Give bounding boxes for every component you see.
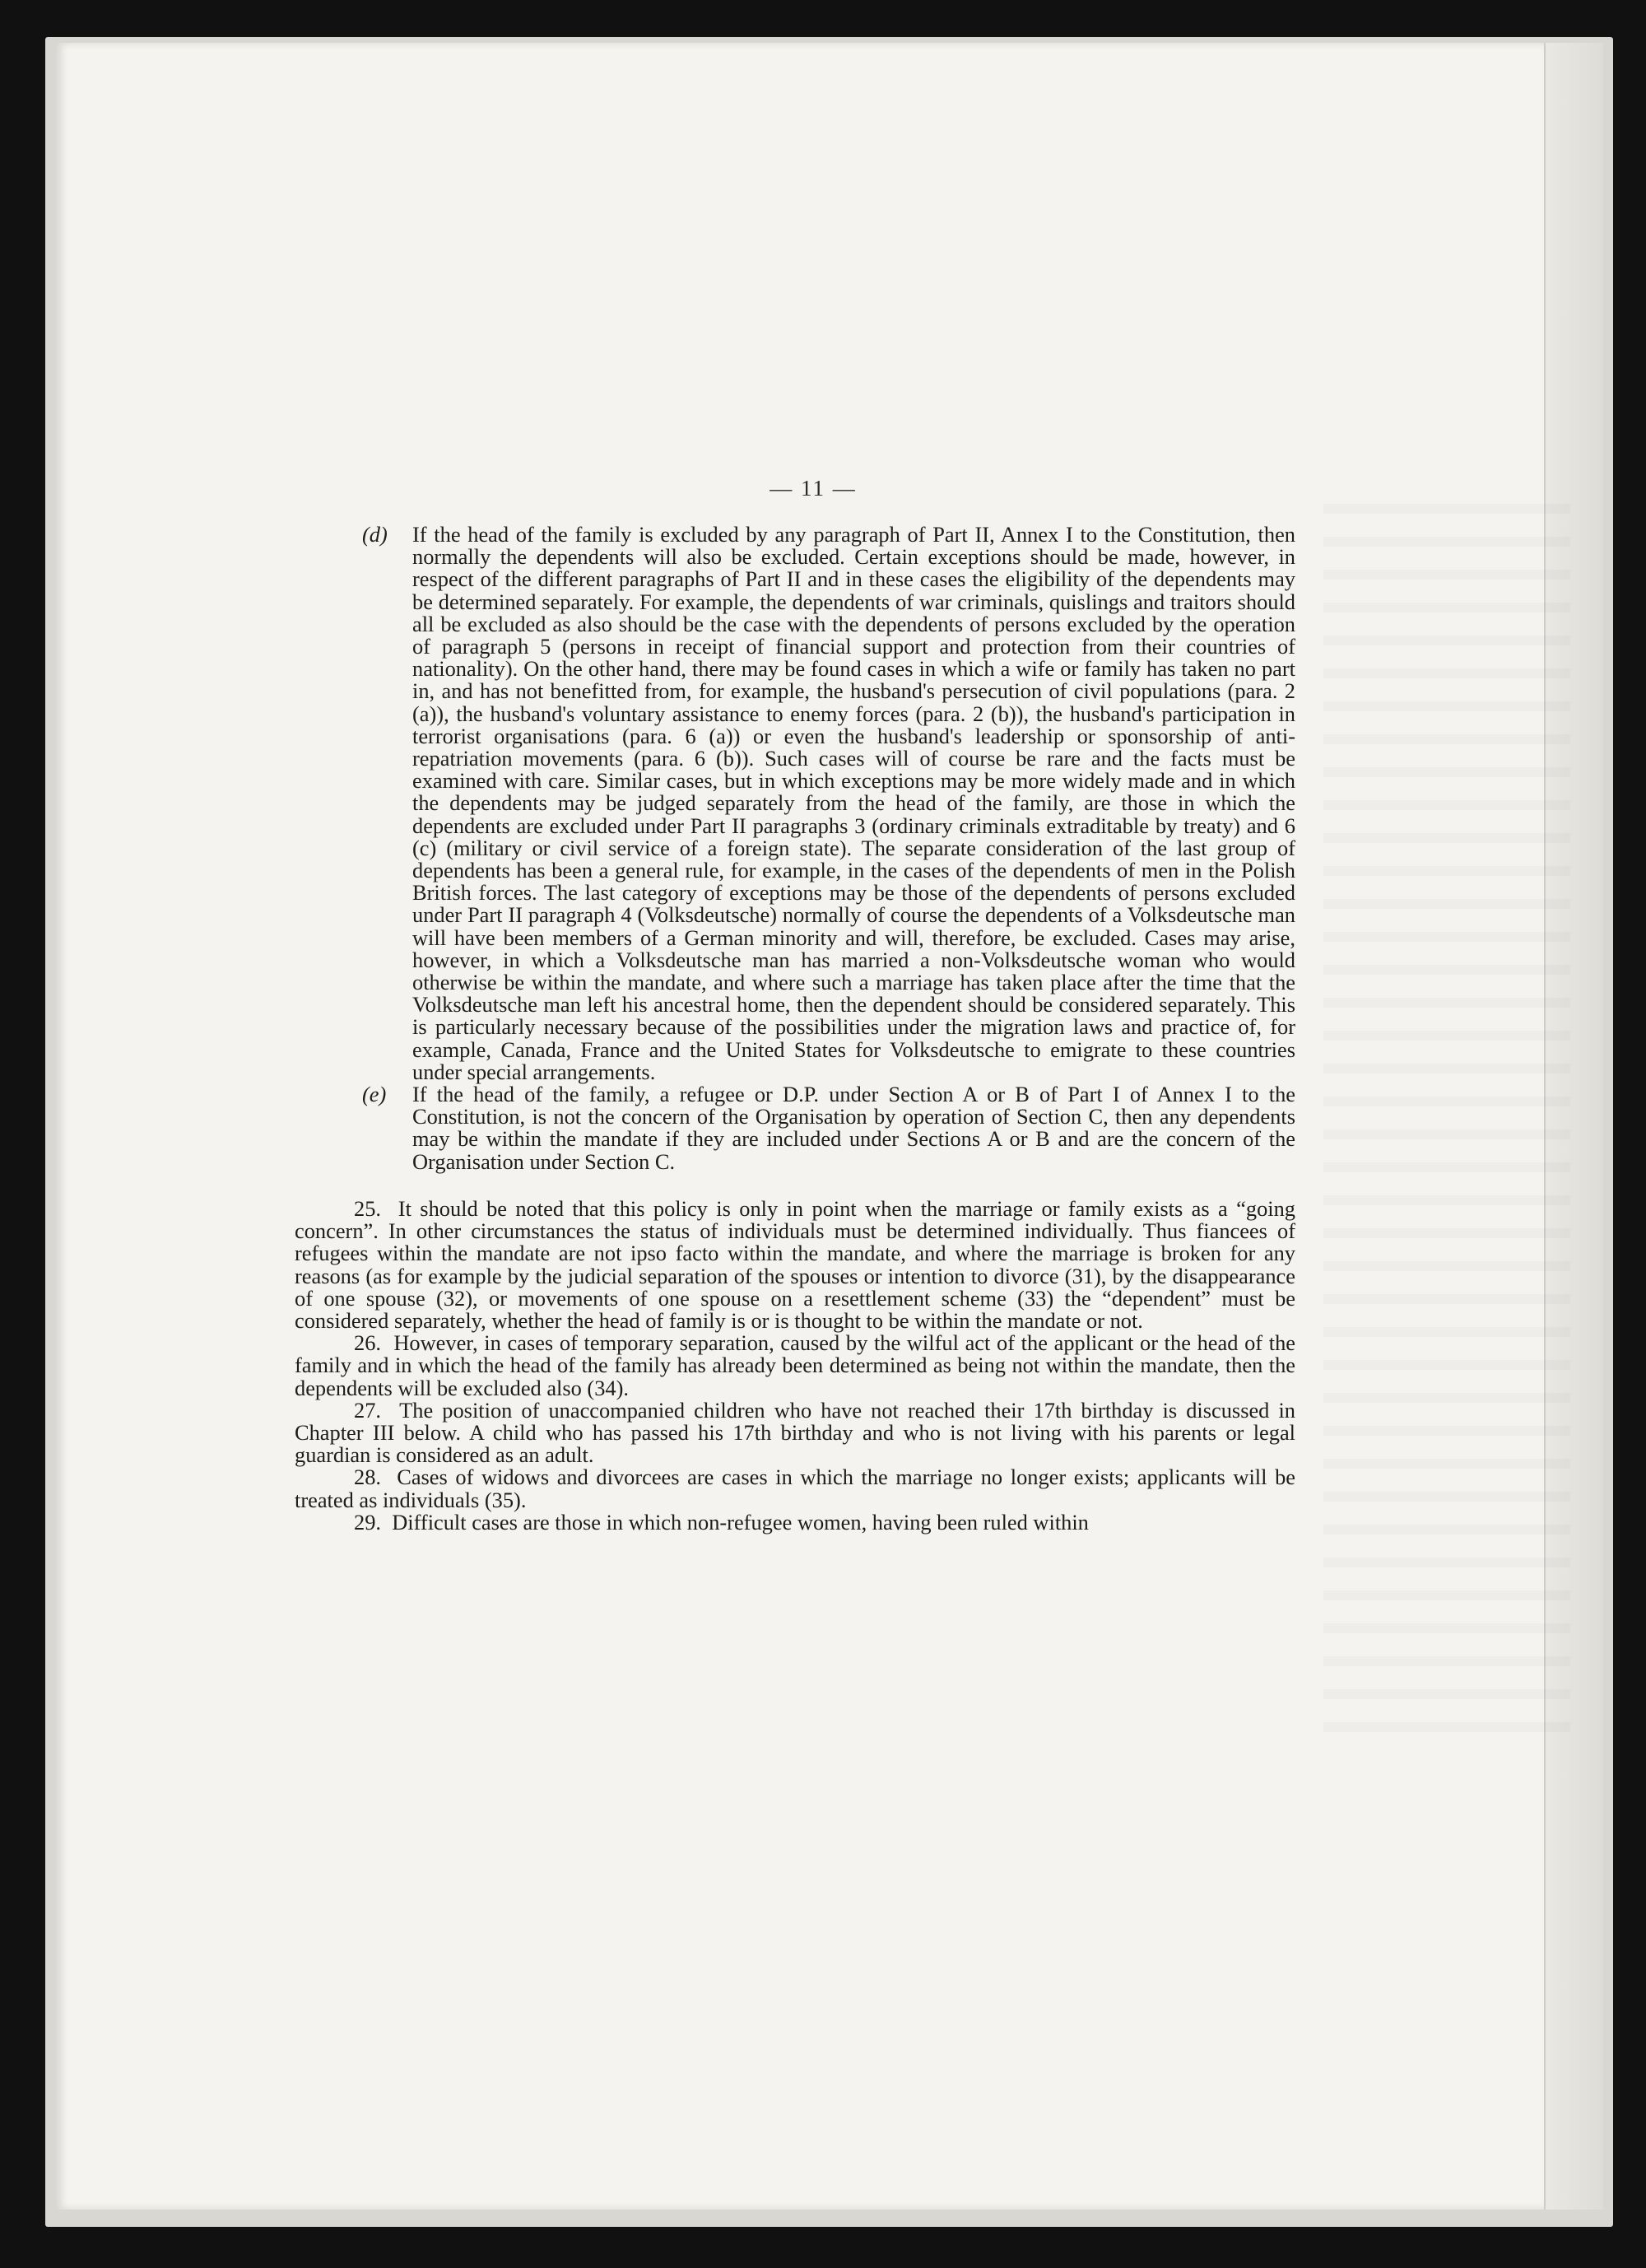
paragraph-number: 28. <box>354 1465 381 1490</box>
paragraph-number: 26. <box>354 1330 381 1356</box>
paragraph-number: 29. <box>354 1509 381 1535</box>
paragraph-text: Cases of widows and divorcees are cases in which the marriage no longer exists; applicants will be treated as individuals (35). <box>295 1465 1295 1512</box>
document-body <box>295 524 1295 1534</box>
show-through-text <box>1323 504 1570 1739</box>
paragraph-29 <box>295 1511 1295 1534</box>
paragraph-26 <box>295 1332 1295 1399</box>
page-number: — 11 — <box>770 476 857 501</box>
item-text: If the head of the family, a refugee or D.P. under Section A or B of Part I of Annex I to the Constitution, is not the concern of the Organisation by operation of Section C, then any dependents may be within the mandate if they are included under Sections A or B and are the concern of the Organisation under Section C. <box>412 1082 1295 1174</box>
paragraph-text: It should be noted that this policy is only in point when the marriage or family exists as a “going concern”. In other circumstances the status of individuals must be determined individually. Thus fiancees of refugees within the mandate are not ipso facto within the mandate, and where the marriage is broken for any reasons (as for example by the judicial separation of the spouses or intention to divorce (31), by the disappearance of one spouse (32), or movements of one spouse on a resettlement scheme (33) the “dependent” must be considered separately, whether the head of family is or is thought to be within the mandate or not. <box>295 1195 1295 1333</box>
paragraph-text: However, in cases of temporary separation, caused by the wilful act of the applicant or the head of the family and in which the head of the family has already been determined as being not within the mandate, then the dependents will be excluded also (34). <box>295 1330 1295 1400</box>
paragraph-28 <box>295 1466 1295 1511</box>
paragraph-number: 25. <box>354 1195 381 1221</box>
paragraph-text: Difficult cases are those in which non-refugee women, having been ruled within <box>392 1509 1089 1535</box>
numbered-paragraphs <box>295 1195 1295 1535</box>
list-item-d <box>295 524 1295 1083</box>
paragraph-25 <box>295 1195 1295 1333</box>
item-marker: (e) <box>362 1082 387 1107</box>
paragraph-27 <box>295 1399 1295 1467</box>
paragraph-text: The position of unaccompanied children who have not reached their 17th birthday is discussed in Chapter III below. A child who has passed his 17th birthday and who is not living with his parents or legal guardian is considered as an adult. <box>295 1397 1295 1468</box>
item-marker: (d) <box>362 522 388 547</box>
list-item-e <box>295 1083 1295 1173</box>
paragraph-number: 27. <box>354 1397 381 1423</box>
item-text: If the head of the family is excluded by any paragraph of Part II, Annex I to the Constitution, then normally the dependents will also be excluded. Certain exceptions should be made, however, in respect of the different paragraphs of Part II and in these cases the eligibility of the dependents may be determined separately. For example, the dependents of war criminals, quislings and traitors should all be excluded as also should be the case with the dependents of persons excluded by the operation of paragraph 5 (persons in receipt of financial support and protection from their countries of nationality). On the other hand, there may be found cases in which a wife or family has taken no part in, and has not benefitted from, for example, the husband's persecution of civil populations (para. 2 (a)), the husband's voluntary assistance to enemy forces (para. 2 (b)), the husband's participation in terrorist organisations (para. 6 (a)) or even the husband's leadership or sponsorship of anti-repatriation movements (para. 6 (b)). Such cases will of course be rare and the facts must be examined with care. Similar cases, but in which exceptions may be more widely made and in which the dependents may be judged separately from the head of the family, are those in which the dependents are excluded under Part II paragraphs 3 (ordinary criminals extraditable by treaty) and 6 (c) (military or civil service of a foreign state). The separate consideration of the last group of dependents has been a general rule, for example, in the cases of the dependents of men in the Polish British forces. The last category of exceptions may be those of the dependents of persons excluded under Part II paragraph 4 (Volksdeutsche) normally of course the dependents of a Volksdeutsche man will have been members of a German minority and will, therefore, be excluded. Cases may arise, however, in which a Volksdeutsche man has married a non-Volksdeutsche woman who would otherwise be within the mandate, and where such a marriage has taken place after the time that the Volksdeutsche man left his ancestral home, then the dependent should be considered separately. This is particularly necessary because of the possibilities under the migration laws and practice of, for example, Canada, France and the United States for Volksdeutsche to emigrate to these countries under special arrangements. <box>412 522 1295 1084</box>
